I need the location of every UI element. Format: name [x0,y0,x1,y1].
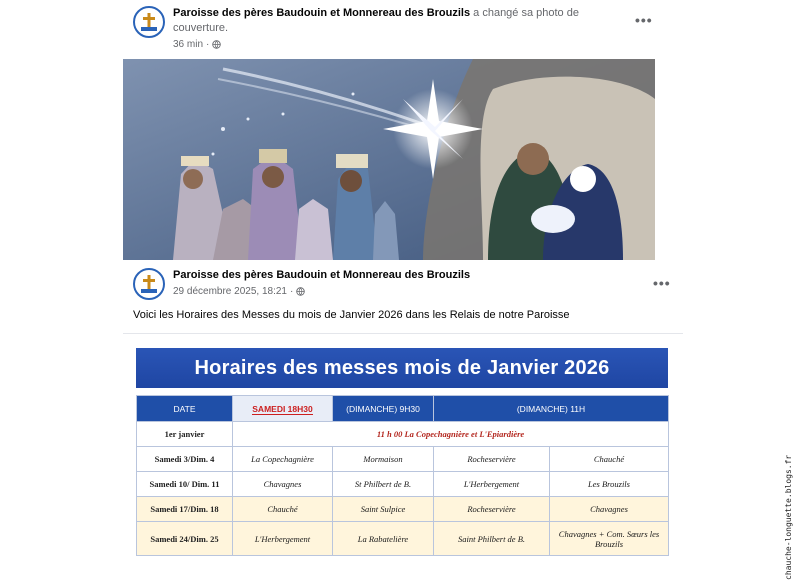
table-row [137,472,669,497]
mass-location: Rocheservière [434,447,550,472]
row-date: 1er janvier [137,422,233,447]
page-name-link[interactable]: Paroisse des pères Baudouin et Monnereau des Brouzils [173,269,471,281]
divider [123,333,683,334]
mass-location: La Copechagnière [233,447,333,472]
more-options-button[interactable]: ••• [653,275,671,291]
post-timestamp[interactable]: 29 décembre 2025, 18:21 [173,286,287,297]
post-header-schedule [133,268,613,300]
table-row [137,447,669,472]
post-caption: Voici les Horaires des Messes du mois de Janvier 2026 dans les Relais de notre Paroisse [133,309,570,321]
page-avatar[interactable] [133,6,165,38]
page-name-link[interactable]: Paroisse des pères Baudouin et Monnereau des Brouzils [173,7,471,19]
table-row [137,497,669,522]
col-header-date: DATE [137,396,233,422]
mass-location: L'Herbergement [434,472,550,497]
church-logo-icon [138,273,160,295]
nativity-illustration [123,59,655,260]
meta-separator: · [206,39,210,50]
table-row [137,522,669,556]
mass-location: Chavagnes [233,472,333,497]
col-header-sunday-930: (DIMANCHE) 9H30 [333,396,434,422]
page-avatar[interactable] [133,268,165,300]
col-header-sunday-11: (DIMANCHE) 11H [434,396,669,422]
row-date: Samedi 17/Dim. 18 [137,497,233,522]
table-header-row [137,396,669,422]
row-date: Samedi 10/ Dim. 11 [137,472,233,497]
mass-location: St Philbert de B. [333,472,434,497]
schedule-table [136,395,669,556]
col-header-saturday: SAMEDI 18H30 [233,396,333,422]
mass-location: Chavagnes [550,497,669,522]
blog-watermark: chauche-longuette.blogs.fr [784,454,793,580]
mass-location: Mormaison [333,447,434,472]
church-logo-icon [138,11,160,33]
row-date: Samedi 24/Dim. 25 [137,522,233,556]
mass-schedule-image[interactable] [136,348,668,556]
mass-location: Saint Philbert de B. [434,522,550,556]
row-date: Samedi 3/Dim. 4 [137,447,233,472]
mass-location: Chauché [550,447,669,472]
table-row [137,422,669,447]
post-header-cover [133,6,613,52]
mass-location: Rocheservière [434,497,550,522]
mass-location: Chauché [233,497,333,522]
globe-icon [212,40,221,49]
mass-location: L'Herbergement [233,522,333,556]
special-mass: 11 h 00 La Copechagnière et L'Epiardière [233,422,669,447]
meta-separator: · [289,286,294,297]
mass-location: Chavagnes + Com. Sœurs les Brouzils [550,522,669,556]
globe-icon [296,287,305,296]
mass-location: La Rabatelière [333,522,434,556]
cover-photo[interactable] [123,59,655,260]
post-action-text: a changé sa photo de couverture. [173,7,579,34]
more-options-button[interactable]: ••• [635,12,653,28]
schedule-title: Horaires des messes mois de Janvier 2026 [136,348,668,388]
mass-location: Les Brouzils [550,472,669,497]
mass-location: Saint Sulpice [333,497,434,522]
post-timestamp[interactable]: 36 min [173,39,204,50]
